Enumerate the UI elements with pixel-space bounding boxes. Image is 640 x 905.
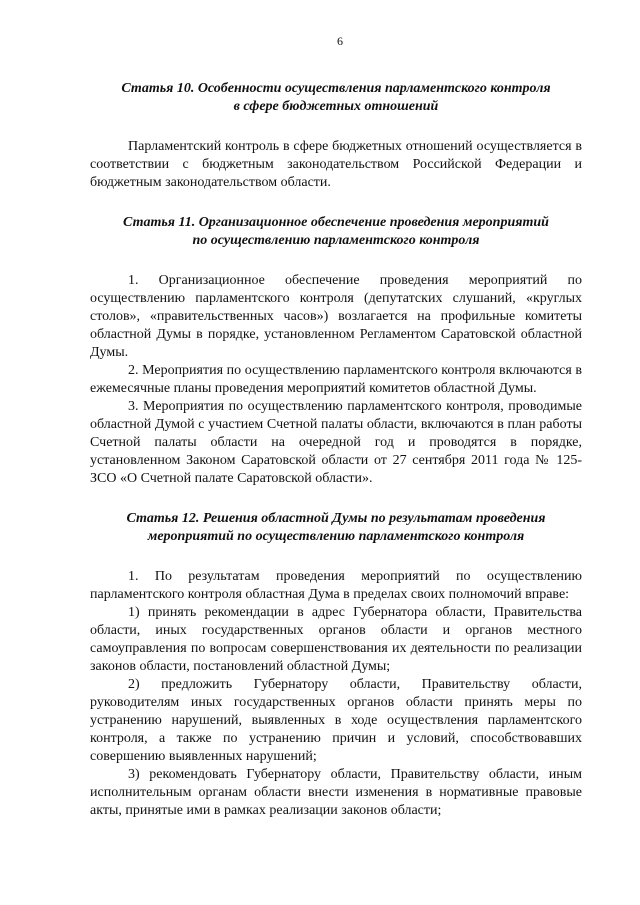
article-11-paragraph-1: 1. Организационное обеспечение проведения мероприятий по осуществлению парламентского контроля (депутатских слушаний, «круглых столов», «правительственных часов») возлагается на профильные комитеты областной Думы в порядке, установленном Регламентом Саратовской областной Думы. <box>90 273 582 360</box>
article-11 <box>90 214 582 488</box>
article-10-title <box>90 80 582 116</box>
article-12-title-line-1: Статья 12. Решения областной Думы по результатам проведения <box>126 511 546 526</box>
article-12-item-1: 1) принять рекомендации в адрес Губернатора области, Правительства области, иных государственных органов области и органов местного самоуправления по вопросам совершенствования их деятельности по реализации законов области, постановлений областной Думы; <box>90 605 582 674</box>
page-number: 6 <box>337 34 343 48</box>
article-12-item-3: 3) рекомендовать Губернатору области, Правительству области, иным исполнительным органам области внести изменения в нормативные правовые акты, принятые ими в рамках реализации законов области; <box>90 767 582 818</box>
article-11-title-line-2: по осуществлению парламентского контроля <box>192 233 480 248</box>
article-12-item-2: 2) предложить Губернатору области, Правительству области, руководителям иных государственных органов области принять меры по устранению нарушений, выявленных в ходе осуществления парламентского контроля, а также по устранению причин и условий, способствовавших совершению выявленных нарушений; <box>90 677 582 764</box>
article-11-paragraph-2: 2. Мероприятия по осуществлению парламентского контроля включаются в ежемесячные планы проведения мероприятий комитетов областной Думы. <box>90 363 582 396</box>
article-10-paragraph: Парламентский контроль в сфере бюджетных отношений осуществляется в соответствии с бюджетным законодательством Российской Федерации и бюджетным законодательством области. <box>90 139 582 190</box>
article-10-title-line-2: в сфере бюджетных отношений <box>233 99 439 114</box>
article-12-title-line-2: мероприятий по осуществлению парламентского контроля <box>147 529 525 544</box>
article-11-title <box>90 214 582 250</box>
article-12-title <box>90 510 582 546</box>
article-11-paragraph-3: 3. Мероприятия по осуществлению парламентского контроля, проводимые областной Думой с участием Счетной палаты области, включаются в план работы Счетной палаты области на очередной год и проводятся в порядке, установленном Законом Саратовской области от 27 сентября 2011 года № 125-ЗСО «О Счетной палате Саратовской области». <box>90 399 582 486</box>
article-10-title-line-1: Статья 10. Особенности осуществления парламентского контроля <box>121 81 551 96</box>
article-10 <box>90 80 582 192</box>
article-11-title-line-1: Статья 11. Организационное обеспечение проведения мероприятий <box>123 215 549 230</box>
article-12-paragraph-1: 1. По результатам проведения мероприятий по осуществлению парламентского контроля областная Дума в пределах своих полномочий вправе: <box>90 569 582 602</box>
article-12 <box>90 510 582 820</box>
